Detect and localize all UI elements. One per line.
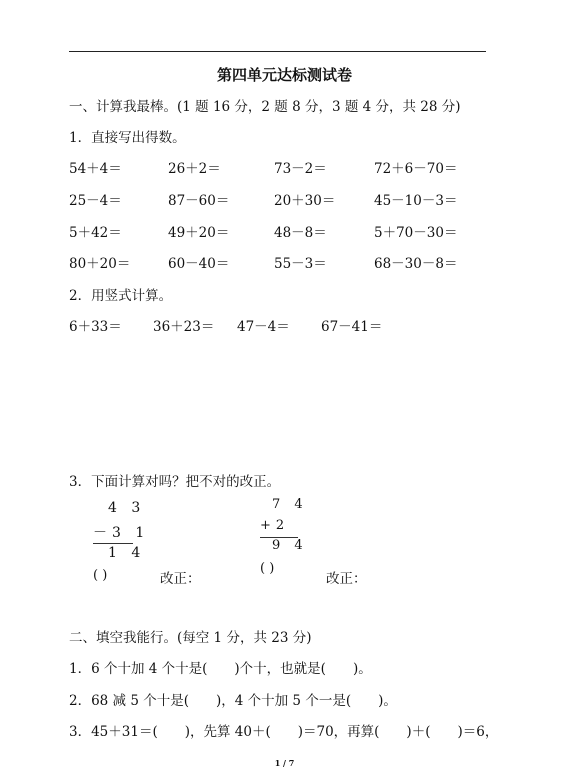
q3-right-top: 7 4 bbox=[272, 497, 308, 512]
q3-right-fix-label: 改正： bbox=[326, 571, 367, 587]
section2-item: 3．45＋31＝( )，先算 40＋( )＝70，再算( )＋( )＝6， bbox=[69, 724, 499, 740]
q3-left-result: 1 4 bbox=[108, 545, 146, 561]
q1-cell: 26＋2＝ bbox=[168, 161, 221, 177]
q1-cell: 5＋70－30＝ bbox=[374, 225, 458, 241]
q2-item: 47－4＝ bbox=[237, 319, 290, 335]
q3-right-op: +2 bbox=[260, 518, 290, 533]
q1-cell: 68－30－8＝ bbox=[374, 256, 458, 272]
q1-cell: 87－60＝ bbox=[168, 193, 230, 209]
section2-heading: 二、填空我能行。(每空 1 分，共 23 分) bbox=[69, 630, 312, 646]
q1-cell: 80＋20＝ bbox=[69, 256, 131, 272]
q1-cell: 20＋30＝ bbox=[274, 193, 336, 209]
q3-right-result: 9 4 bbox=[272, 538, 308, 553]
q1-cell: 55－3＝ bbox=[274, 256, 327, 272]
q3-left-line bbox=[93, 543, 133, 544]
q3-left-op: －3 1 bbox=[93, 525, 150, 541]
q1-cell: 49＋20＝ bbox=[168, 225, 230, 241]
q3-left-top: 4 3 bbox=[108, 500, 146, 516]
q2-label: 2．用竖式计算。 bbox=[69, 288, 173, 304]
page-title: 第四单元达标测试卷 bbox=[216, 66, 352, 84]
q1-cell: 48－8＝ bbox=[274, 225, 327, 241]
q1-cell: 60－40＝ bbox=[168, 256, 230, 272]
section1-heading: 一、计算我最棒。(1 题 16 分，2 题 8 分，3 题 4 分，共 28 分) bbox=[69, 99, 461, 115]
q1-cell: 45－10－3＝ bbox=[374, 193, 458, 209]
q1-cell: 25－4＝ bbox=[69, 193, 122, 209]
q1-cell: 73－2＝ bbox=[274, 161, 327, 177]
q3-label: 3．下面计算对吗？把不对的改正。 bbox=[69, 474, 281, 490]
q1-cell: 5＋42＝ bbox=[69, 225, 122, 241]
q2-item: 6＋33＝ bbox=[69, 319, 122, 335]
q1-label: 1．直接写出得数。 bbox=[69, 130, 186, 146]
q1-cell: 54＋4＝ bbox=[69, 161, 122, 177]
q3-right-answer-blank[interactable]: ( ) bbox=[260, 561, 275, 576]
page-number: 1 / 7 bbox=[274, 758, 295, 768]
q3-left-answer-blank[interactable]: ( ) bbox=[93, 568, 108, 583]
q2-item: 67－41＝ bbox=[321, 319, 383, 335]
q3-left-fix-label: 改正： bbox=[160, 571, 201, 587]
header-rule bbox=[69, 51, 486, 52]
section2-item: 1．6 个十加 4 个十是( )个十，也就是( )。 bbox=[69, 661, 372, 677]
q2-item: 36＋23＝ bbox=[153, 319, 215, 335]
section2-item: 2．68 减 5 个十是( )，4 个十加 5 个一是( )。 bbox=[69, 693, 397, 709]
q1-cell: 72＋6－70＝ bbox=[374, 161, 458, 177]
